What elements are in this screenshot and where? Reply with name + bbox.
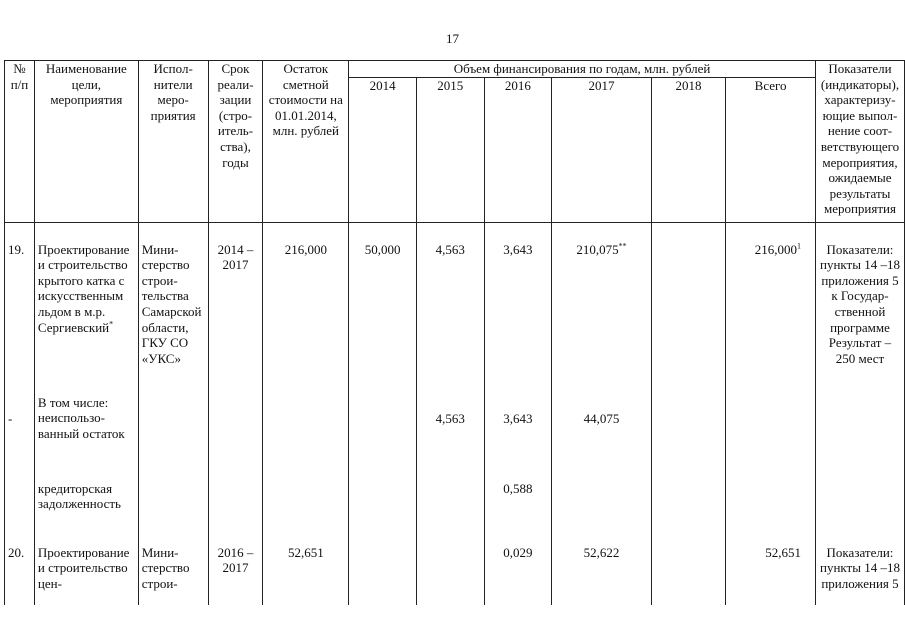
row-term: 2014 – 2017 <box>208 222 263 394</box>
row-total <box>726 481 816 533</box>
table-row <box>5 533 905 605</box>
row-y2017-value: 210,075 <box>576 241 619 257</box>
row-term <box>208 394 263 481</box>
row-indicators: Показатели: пункты 14 –18 приложения 5 к Государственной программе Результат – 250 мест <box>815 222 904 394</box>
header-year-2014: 2014 <box>349 77 417 222</box>
table-row <box>5 394 905 481</box>
row-indicators: Показатели: пункты 14 –18 приложения 5 <box>815 533 904 605</box>
row-y2014: 50,000 <box>349 222 417 394</box>
row-y2014 <box>349 394 417 481</box>
row-y2015: 4,563 <box>416 222 484 394</box>
row-executors <box>138 481 208 533</box>
row-indicators <box>815 394 904 481</box>
row-y2016: 3,643 <box>484 222 552 394</box>
row-y2018 <box>651 222 726 394</box>
table-header <box>5 61 905 223</box>
row-balance <box>263 394 349 481</box>
row-term: 2016 – 2017 <box>208 533 263 605</box>
row-y2017 <box>552 481 652 533</box>
row-y2014 <box>349 533 417 605</box>
table-body <box>5 222 905 605</box>
row-name: кредиторская задолженность <box>34 481 138 533</box>
header-year-2015: 2015 <box>416 77 484 222</box>
row-num: - <box>5 394 35 481</box>
header-funding-group: Объем финансирования по годам, млн. рублей <box>349 61 816 78</box>
page-number: 17 <box>446 31 459 46</box>
header-balance: Остаток сметной стоимости на 01.01.2014, млн. рублей <box>263 61 349 223</box>
row-total-mark: 1 <box>796 241 801 251</box>
header-total: Всего <box>726 77 816 222</box>
row-total <box>726 394 816 481</box>
row-num <box>5 481 35 533</box>
row-indicators <box>815 481 904 533</box>
row-y2017: 52,622 <box>552 533 652 605</box>
row-total <box>726 222 816 394</box>
row-term <box>208 481 263 533</box>
row-y2015 <box>416 533 484 605</box>
row-y2018 <box>651 394 726 481</box>
table-row <box>5 481 905 533</box>
row-executors: Министерство строи- <box>138 533 208 605</box>
row-total-value: 216,000 <box>754 241 797 257</box>
budget-table <box>4 60 905 605</box>
row-y2015 <box>416 481 484 533</box>
header-executors: Исполнители мероприятия <box>138 61 208 223</box>
header-term: Срок реализации (строительства), годы <box>208 61 263 223</box>
row-y2016: 0,029 <box>484 533 552 605</box>
row-num: 20. <box>5 533 35 605</box>
row-name-mark: * <box>109 319 114 329</box>
row-y2015: 4,563 <box>416 394 484 481</box>
row-y2016: 0,588 <box>484 481 552 533</box>
row-name-text: неиспользованный остаток <box>37 410 125 441</box>
header-year-2017: 2017 <box>552 77 652 222</box>
header-indicators: Показатели (индикаторы), характеризующие выполнение соответствующего мероприятия, ожидаемые результаты мероприятия <box>815 61 904 223</box>
row-executors <box>138 394 208 481</box>
row-balance <box>263 481 349 533</box>
row-balance: 216,000 <box>263 222 349 394</box>
row-y2017-mark: ** <box>618 241 627 251</box>
row-y2017 <box>552 222 652 394</box>
row-name <box>34 394 138 481</box>
row-balance: 52,651 <box>263 533 349 605</box>
table-row <box>5 222 905 394</box>
row-y2018 <box>651 481 726 533</box>
row-total: 52,651 <box>726 533 816 605</box>
row-y2017: 44,075 <box>552 394 652 481</box>
row-num: 19. <box>5 222 35 394</box>
row-name <box>34 222 138 394</box>
row-y2018 <box>651 533 726 605</box>
row-y2016: 3,643 <box>484 394 552 481</box>
header-year-2016: 2016 <box>484 77 552 222</box>
header-name: Наименование цели, мероприятия <box>34 61 138 223</box>
row-name-prefix: В том числе: <box>37 394 109 410</box>
row-y2014 <box>349 481 417 533</box>
header-year-2018: 2018 <box>651 77 726 222</box>
row-name: Проектирование и строительство цен- <box>34 533 138 605</box>
header-num: № п/п <box>5 61 35 223</box>
row-name-text: Проектирование и строительство крытого катка с искусственным льдом в м.р. Сергиевский <box>37 241 130 335</box>
row-executors: Министерство строительства Самарской области, ГКУ СО «УКС» <box>138 222 208 394</box>
